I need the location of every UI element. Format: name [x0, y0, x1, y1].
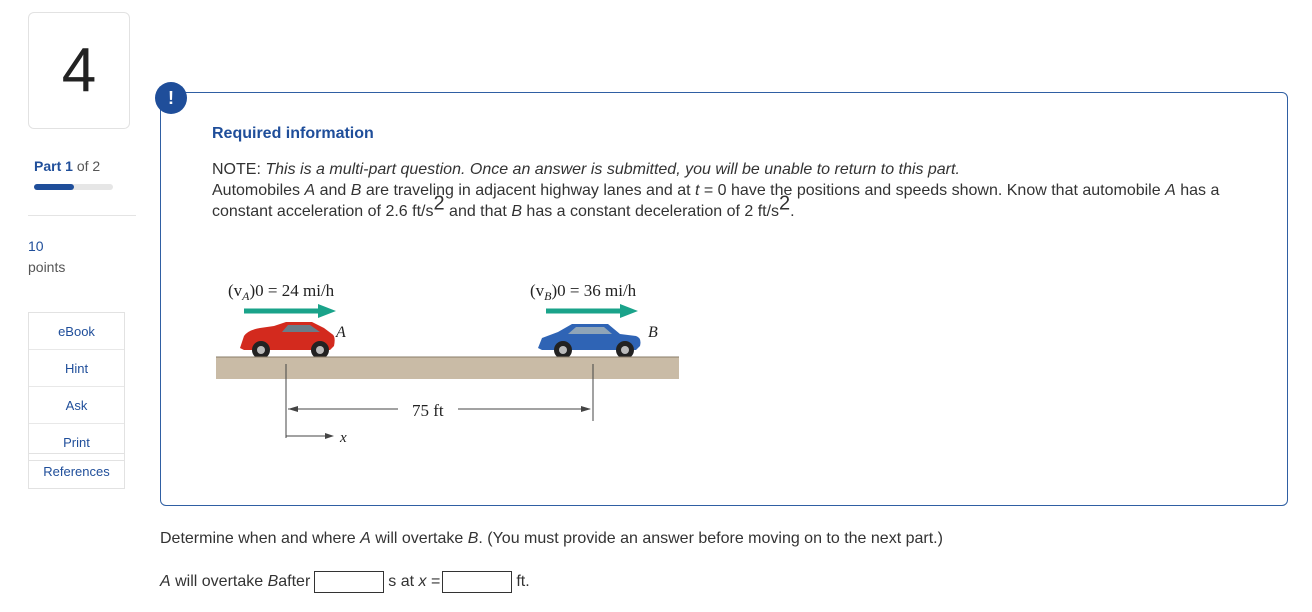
statement-text: has a constant deceleration of 2 ft/s — [521, 203, 780, 220]
sidebar-divider — [28, 215, 136, 216]
statement-var-t: t — [694, 182, 700, 199]
statement-text: are traveling in adjacent highway lanes and at — [361, 182, 695, 199]
answer-text: after — [278, 573, 311, 590]
part-current: 1 — [65, 158, 73, 174]
velocity-b-label: $(v_B)0 = 36$ mi/h — [530, 281, 637, 303]
road — [216, 357, 679, 379]
equals-sign: = — [426, 573, 441, 590]
answer-var-b: B — [267, 573, 279, 590]
car-a-label: A — [336, 324, 346, 341]
problem-statement — [212, 159, 1272, 222]
note-text: This is a multi-part question. Once an answer is submitted, you will be unable to return to this part. — [265, 161, 960, 178]
statement-var-a: A — [304, 182, 316, 199]
prompt-var-a: A — [360, 530, 371, 547]
part-progress-bar — [34, 184, 113, 190]
ask-button[interactable]: Ask — [29, 387, 124, 424]
position-unit-label: ft. — [516, 573, 530, 590]
part-word: Part — [34, 158, 62, 174]
part-indicator — [34, 158, 100, 174]
time-unit-label: s at — [388, 573, 419, 590]
statement-text: = 0 have the positions and speeds shown. Know that automobile — [699, 182, 1166, 199]
alert-icon: ! — [155, 82, 187, 114]
velocity-b-arrow — [546, 304, 638, 318]
prompt-text: will overtake — [370, 530, 468, 547]
statement-var-a: A — [1165, 182, 1176, 199]
note-prefix: NOTE: — [212, 161, 266, 178]
car-a — [240, 322, 335, 359]
velocity-a-arrow — [244, 304, 336, 318]
problem-figure — [216, 278, 681, 448]
answer-row — [160, 571, 530, 593]
prompt-var-b: B — [467, 530, 479, 547]
question-number: 4 — [28, 12, 130, 129]
tools-list — [28, 312, 125, 461]
velocity-a-label: $(v_A)0 = 24$ mi/h — [228, 281, 335, 303]
statement-var-b: B — [350, 182, 362, 199]
statement-var-b: B — [511, 203, 522, 220]
points-label: points — [28, 259, 66, 275]
statement-text: and — [315, 182, 351, 199]
answer-var-a: A — [160, 573, 171, 590]
car-b-label: B — [648, 324, 658, 341]
question-prompt — [160, 530, 943, 548]
statement-text: Automobiles — [212, 182, 305, 199]
position-answer-input[interactable] — [442, 571, 512, 593]
exponent: 2 — [433, 192, 445, 215]
car-b — [538, 324, 641, 359]
print-button[interactable]: Print — [63, 434, 90, 450]
required-info-heading: Required information — [212, 125, 374, 142]
x-axis-arrow — [286, 433, 334, 439]
exponent: 2 — [779, 192, 791, 215]
points-value: 10 — [28, 238, 44, 254]
prompt-text: Determine when and where — [160, 530, 361, 547]
statement-text: has a constant acceleration of 2.6 ft/s — [212, 182, 1220, 220]
part-progress-fill — [34, 184, 74, 190]
hint-button[interactable]: Hint — [29, 350, 124, 387]
x-axis-label: x — [340, 430, 347, 446]
statement-text: and that — [444, 203, 512, 220]
part-of: of 2 — [76, 158, 101, 174]
references-button[interactable]: References — [28, 453, 125, 489]
points-box — [28, 236, 65, 278]
ebook-button[interactable]: eBook — [29, 313, 124, 350]
answer-text: will overtake — [170, 573, 268, 590]
statement-text: . — [790, 203, 795, 220]
prompt-text: . (You must provide an answer before moving on to the next part.) — [478, 530, 943, 547]
time-answer-input[interactable] — [314, 571, 384, 593]
distance-label: 75 ft — [412, 401, 444, 420]
answer-var-x: x — [418, 573, 427, 590]
